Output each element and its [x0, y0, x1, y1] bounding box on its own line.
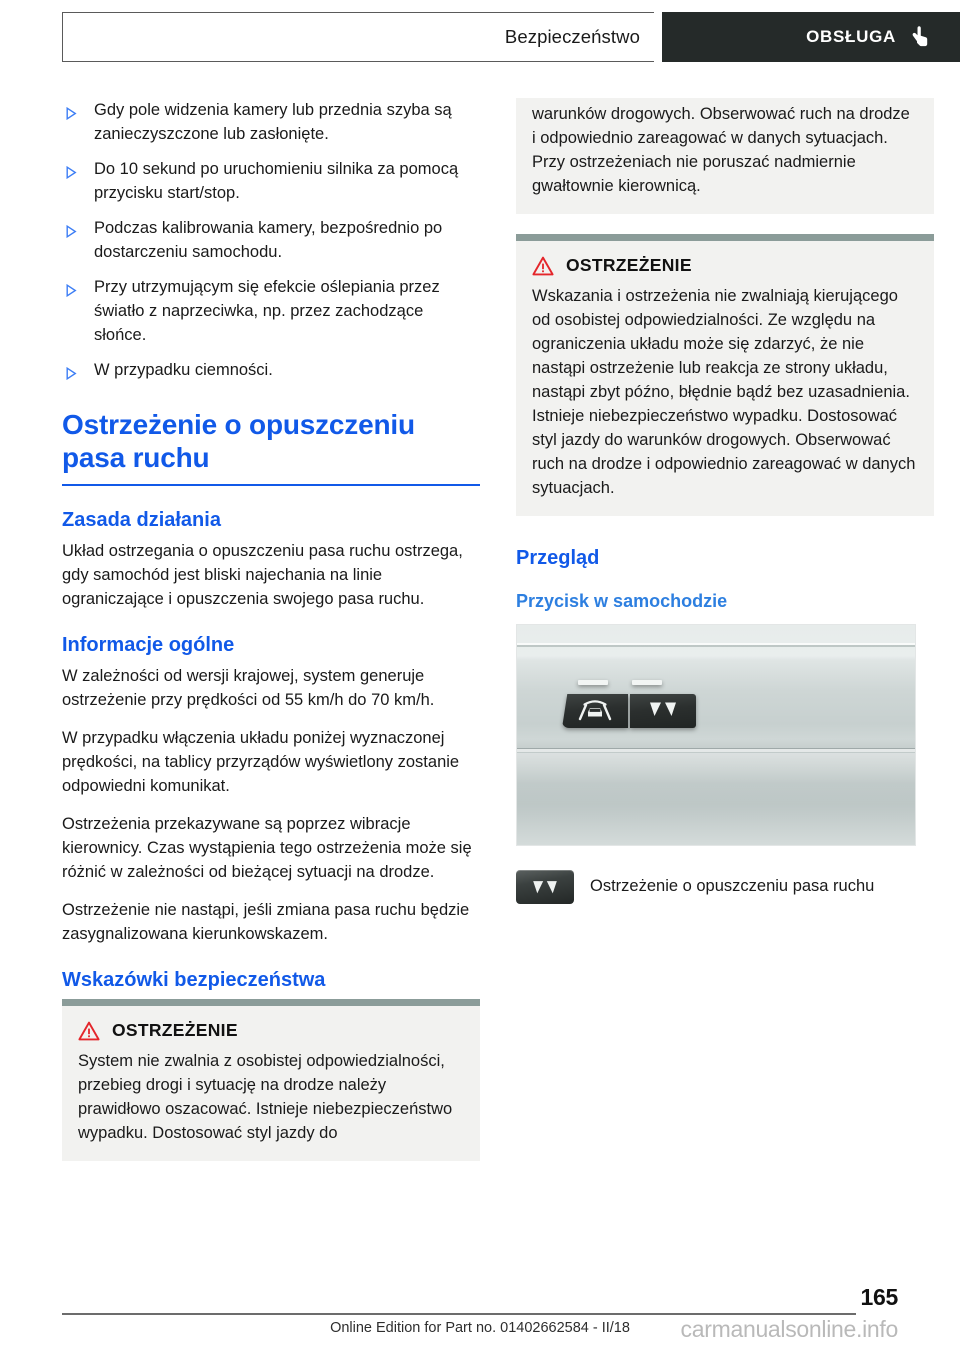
section-heading-przeglad: Przegląd: [516, 547, 600, 569]
photo-trim-seam: [517, 645, 915, 647]
header-chapter-tab: [62, 12, 654, 62]
edition-note: Online Edition for Part no. 01402662584 - II/18: [330, 1320, 630, 1336]
list-item-text: W przypadku ciemności.: [94, 361, 273, 379]
warning-box: [516, 241, 934, 516]
list-item: [62, 216, 480, 264]
list-item: [62, 275, 480, 347]
list-item-text: Gdy pole widzenia kamery lub przednia szyba są zanieczyszczone lub zasłonięte.: [94, 101, 452, 143]
figure-caption: [516, 870, 934, 904]
lane-keeping-assist-icon: [573, 696, 617, 727]
footer-rule: [62, 1313, 856, 1315]
list-item-text: Przy utrzymującym się efekcie oślepiania przez światło z naprzeciwka, np. przez zachodzące słońce.: [94, 278, 440, 344]
page-footer: [62, 1286, 898, 1348]
watermark: carmanualsonline.info: [680, 1316, 898, 1342]
triangle-bullet-icon: [66, 221, 77, 234]
page-header: [62, 12, 960, 62]
list-item: [62, 98, 480, 146]
warning-box: [62, 1006, 480, 1161]
warning-text-continued: warunków drogowych. Obserwować ruch na drodze i odpowiednio zareagować w danych sytuacjach. Przy ostrzeżeniach nie poruszać nadmiernie gwałtownie kierownicą.: [532, 105, 910, 195]
title-rule: [62, 484, 480, 486]
paragraph: Układ ostrzegania o opuszczeniu pasa ruchu ostrzega, gdy samochód jest bliski najechania na linie ograniczające i opuszczenia swojego pasa ruchu.: [62, 542, 463, 608]
triangle-bullet-icon: [66, 103, 77, 116]
warning-text: Wskazania i ostrzeżenia nie zwalniają kierującego od osobistej odpowiedzialności. Ze względu na ograniczenia układu może się zdarzyć, że nie nastąpi ostrzeżenie lub reakcja ze strony układu, nastąpi zbyt późno, błędnie bądź bez uzasadnienia. Istnieje niebezpieczeństwo wypadku. Dostosować styl jazdy do warunków drogowych. Obserwować ruch na drodze i odpowiednio zareagować w danych sytuacjach.: [532, 287, 916, 497]
paragraph: Ostrzeżenia przekazywane są poprzez wibracje kierownicy. Czas wystąpienia tego ostrzeżenia może się różnić w zależności od bieżącej sytuacji na drodze.: [62, 815, 472, 881]
warning-box-continued: [516, 98, 934, 214]
dashboard-buttons-photo: [516, 624, 916, 846]
paragraph: W zależności od wersji krajowej, system generuje ostrzeżenie przy prędkości od 55 km/h do 70 km/h.: [62, 667, 435, 709]
paragraph: W przypadku włączenia układu poniżej wyznaczonej prędkości, na tablicy przyrządów wyświetlony zostanie odpowiedni komunikat.: [62, 729, 460, 795]
button-indicator-led: [578, 680, 608, 685]
list-item: [62, 358, 480, 382]
right-column: [516, 98, 934, 904]
left-column: [62, 98, 480, 1161]
warning-label: OSTRZEŻENIE: [566, 255, 692, 275]
pointing-hand-icon: [910, 25, 930, 49]
figure-caption-text: Ostrzeżenie o opuszczeniu pasa ruchu: [590, 877, 875, 895]
sub-heading-przycisk-w-samochodzie: Przycisk w samochodzie: [516, 591, 728, 611]
photo-trim-seam: [517, 749, 915, 752]
header-chapter-label: Bezpieczeństwo: [504, 26, 640, 47]
list-item-text: Do 10 sekund po uruchomieniu silnika za pomocą przycisku start/stop.: [94, 160, 459, 202]
warning-label: OSTRZEŻENIE: [112, 1020, 238, 1040]
page-title: Ostrzeżenie o opuszczeniu pasa ruchu: [62, 409, 415, 473]
warning-triangle-icon: [532, 256, 554, 276]
list-item-text: Podczas kalibrowania kamery, bezpośrednio po dostarczeniu samochodu.: [94, 219, 443, 261]
header-section-label: OBSŁUGA: [806, 27, 896, 46]
paragraph: Ostrzeżenie nie nastąpi, jeśli zmiana pasa ruchu będzie zasygnalizowana kierunkowskazem.: [62, 901, 470, 943]
warning-box-topbar: [516, 234, 934, 241]
warning-text: System nie zwalnia z osobistej odpowiedzialności, przebieg drogi i sytuację na drodze należy prawidłowo oszacować. Istnieje niebezpieczeństwo wypadku. Dostosować styl jazdy do: [78, 1052, 453, 1142]
section-heading-zasada-dzialania: Zasada działania: [62, 509, 221, 531]
warning-triangle-icon: [78, 1021, 100, 1041]
lane-departure-warning-icon: [641, 696, 685, 727]
lane-keeping-assist-button[interactable]: [562, 694, 628, 728]
condition-bullet-list: [62, 98, 480, 382]
dashboard-button-group[interactable]: [562, 694, 696, 728]
section-heading-informacje-ogolne: Informacje ogólne: [62, 634, 235, 656]
lane-departure-warning-button[interactable]: [630, 694, 696, 728]
triangle-bullet-icon: [66, 280, 77, 293]
button-indicator-led: [632, 680, 662, 685]
page-number: 165: [860, 1284, 898, 1310]
section-heading-wskazowki-bezpieczenstwa: Wskazówki bezpieczeństwa: [62, 969, 326, 991]
warning-header: [78, 1020, 464, 1041]
list-item: [62, 157, 480, 205]
triangle-bullet-icon: [66, 363, 77, 376]
warning-box-topbar: [62, 999, 480, 1006]
header-section-tab: [662, 12, 960, 62]
photo-panel-highlight: [517, 753, 915, 805]
triangle-bullet-icon: [66, 162, 77, 175]
lane-departure-warning-icon: [516, 870, 574, 904]
warning-header: [532, 255, 918, 276]
